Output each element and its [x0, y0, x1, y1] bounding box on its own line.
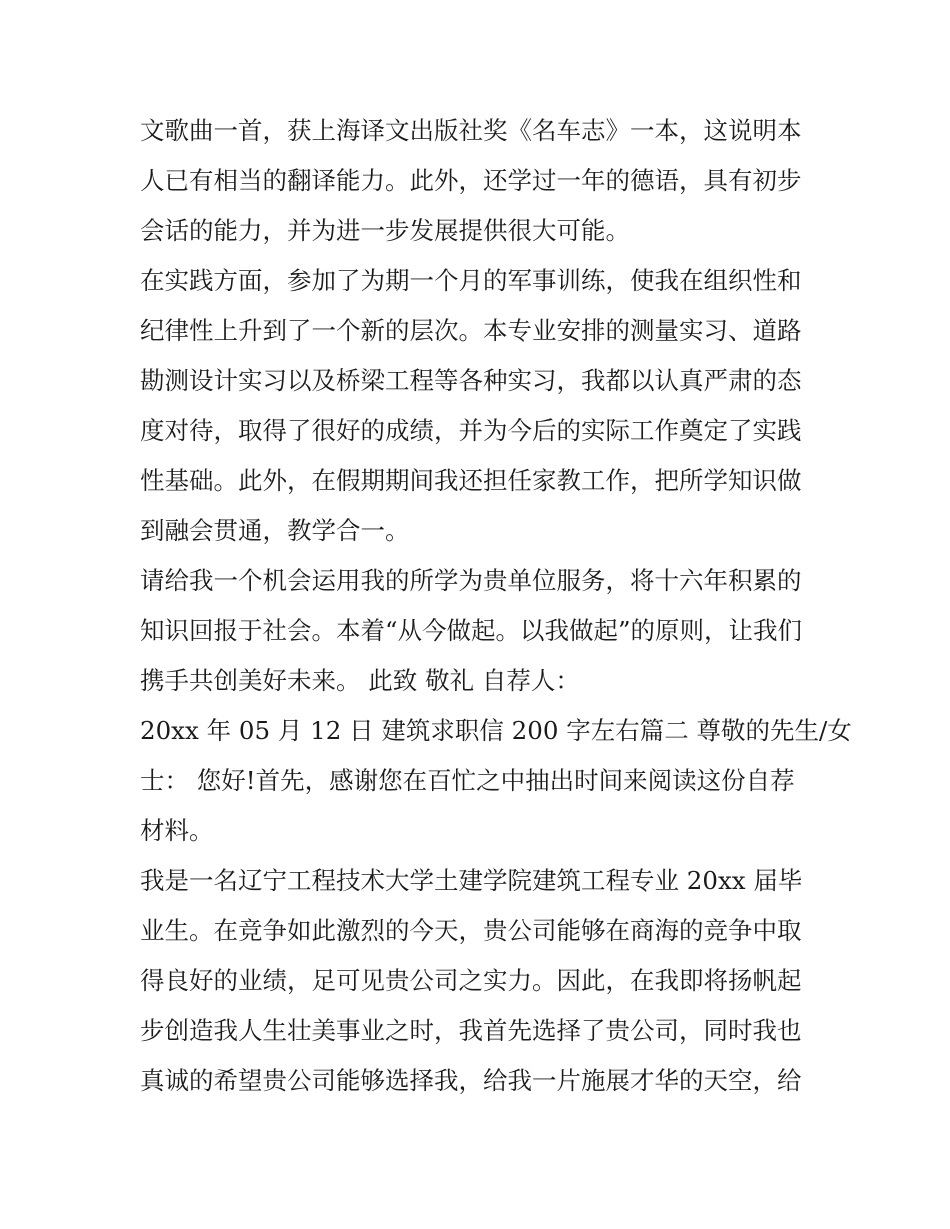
text-line: 步创造我人生壮美事业之时，我首先选择了贵公司，同时我也 — [140, 1016, 802, 1045]
text-line: 文歌曲一首，获上海译文出版社奖《名车志》一本，这说明本 — [140, 116, 802, 145]
document-body — [140, 106, 852, 1106]
text-line: 20xx 年 05 月 12 日 建筑求职信 200 字左右篇二 尊敬的先生/女 — [140, 716, 852, 745]
text-line: 性基础。此外，在假期期间我还担任家教工作，把所学知识做 — [140, 466, 802, 495]
text-line: 真诚的希望贵公司能够选择我，给我一片施展才华的天空，给 — [140, 1066, 802, 1095]
text-line: 请给我一个机会运用我的所学为贵单位服务，将十六年积累的 — [140, 566, 802, 595]
text-line: 我是一名辽宁工程技术大学土建学院建筑工程专业 20xx 届毕 — [140, 866, 803, 895]
text-line: 得良好的业绩，足可见贵公司之实力。因此，在我即将扬帆起 — [140, 966, 802, 995]
text-line: 业生。在竞争如此激烈的今天，贵公司能够在商海的竞争中取 — [140, 916, 802, 945]
text-line: 材料。 — [140, 816, 214, 845]
text-line: 会话的能力，并为进一步发展提供很大可能。 — [140, 216, 630, 245]
text-line: 知识回报于社会。本着“从今做起。以我做起”的原则，让我们 — [140, 616, 803, 645]
text-line: 勘测设计实习以及桥梁工程等各种实习，我都以认真严肃的态 — [140, 366, 802, 395]
text-line: 士： 您好!首先，感谢您在百忙之中抽出时间来阅读这份自荐 — [140, 766, 795, 795]
text-line: 度对待，取得了很好的成绩，并为今后的实际工作奠定了实践 — [140, 416, 802, 445]
text-line: 到融会贯通，教学合一。 — [140, 516, 410, 545]
text-line: 人已有相当的翻译能力。此外，还学过一年的德语，具有初步 — [140, 166, 802, 195]
text-line: 在实践方面，参加了为期一个月的军事训练，使我在组织性和 — [140, 266, 802, 295]
text-line: 携手共创美好未来。 此致 敬礼 自荐人： — [140, 666, 580, 695]
text-line: 纪律性上升到了一个新的层次。本专业安排的测量实习、道路 — [140, 316, 802, 345]
